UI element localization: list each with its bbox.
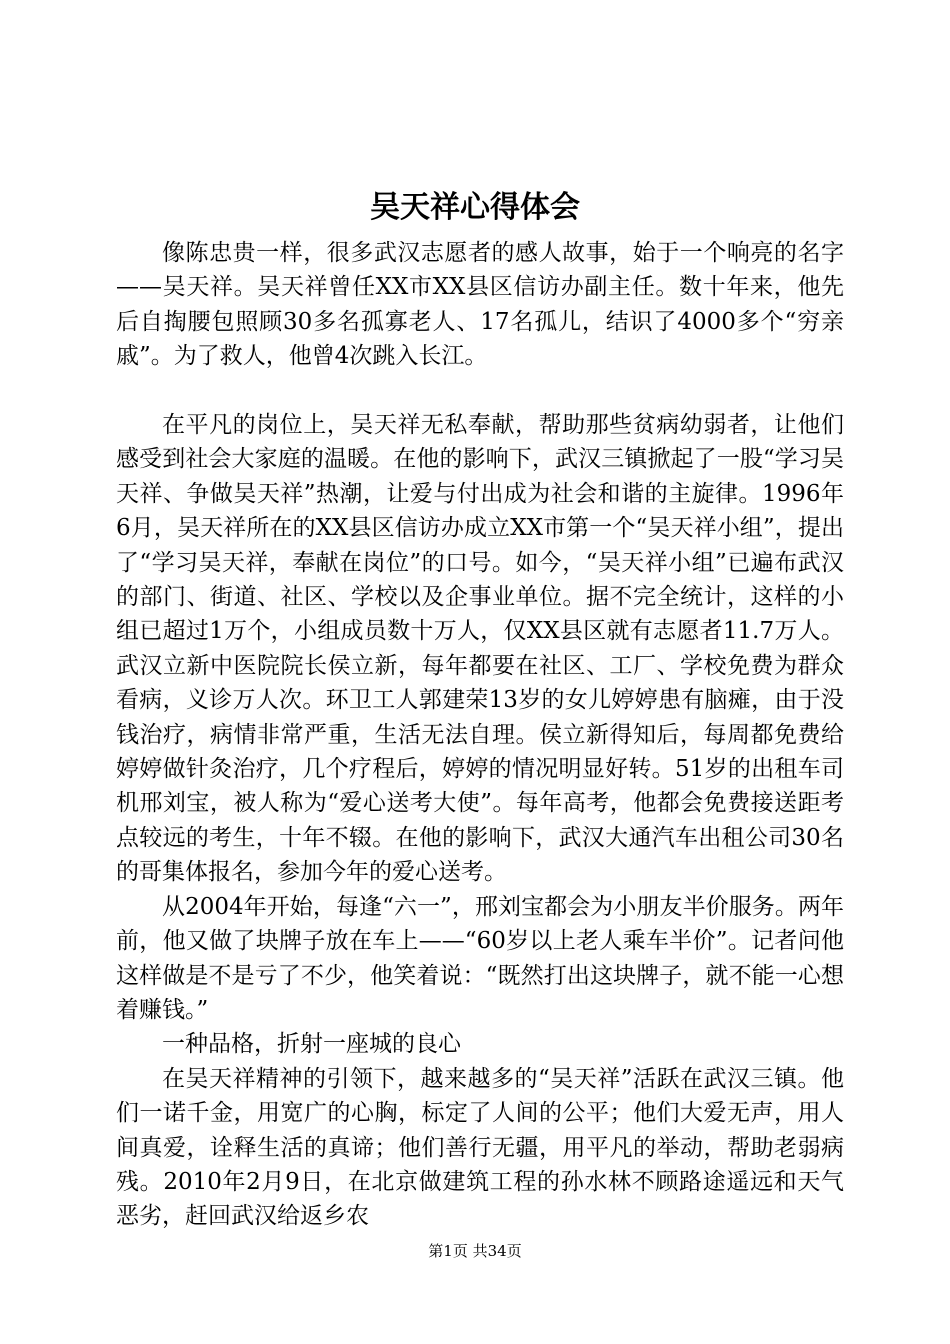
page-number: 第1页 共34页 [428, 1242, 522, 1260]
paragraph: 像陈忠贵一样，很多武汉志愿者的感人故事，始于一个响亮的名字——吴天祥。吴天祥曾任XX市XX县区信访办副主任。数十年来，他先后自掏腰包照顾30多名孤寡老人、17名孤儿，结识了4000多个“穷亲戚”。为了救人，他曾4次跳入长江。 [116, 240, 844, 370]
section-heading: 一种品格，折射一座城的良心 [162, 1031, 461, 1058]
paragraph: 在吴天祥精神的引领下，越来越多的“吴天祥”活跃在武汉三镇。他们一诺千金，用宽广的心胸，标定了人间的公平；他们大爱无声，用人间真爱，诠释生活的真谛；他们善行无疆，用平凡的举动，帮助老弱病残。2010年2月9日，在北京做建筑工程的孙水林不顾路途遥远和天气恶劣，赶回武汉给返乡农 [116, 1065, 844, 1230]
paragraph: 在平凡的岗位上，吴天祥无私奉献，帮助那些贫病幼弱者，让他们感受到社会大家庭的温暖。在他的影响下，武汉三镇掀起了一股“学习吴天祥、争做吴天祥”热潮，让爱与付出成为社会和谐的主旋律。1996年6月，吴天祥所在的XX县区信访办成立XX市第一个“吴天祥小组”，提出了“学习吴天祥，奉献在岗位”的口号。如今，“吴天祥小组”已遍布武汉的部门、街道、社区、学校以及企事业单位。据不完全统计，这样的小组已超过1万个，小组成员数十万人，仅XX县区就有志愿者11.7万人。武汉立新中医院院长侯立新，每年都要在社区、工厂、学校免费为群众看病，义诊万人次。环卫工人郭建荣13岁的女儿婷婷患有脑瘫，由于没钱治疗，病情非常严重，生活无法自理。侯立新得知后，每周都免费给婷婷做针灸治疗，几个疗程后，婷婷的情况明显好转。51岁的出租车司机邢刘宝，被人称为“爱心送考大使”。每年高考，他都会免费接送距考点较远的考生，十年不辍。在他的影响下，武汉大通汽车出租公司30名的哥集体报名，参加今年的爱心送考。 [116, 412, 844, 886]
document-body [116, 236, 844, 1234]
paragraph: 从2004年开始，每逢“六一”，邢刘宝都会为小朋友半价服务。两年前，他又做了块牌子放在车上——“60岁以上老人乘车半价”。记者问他这样做是不是亏了不少，他笑着说：“既然打出这块牌子，就不能一心想着赚钱。” [116, 893, 844, 1023]
document-title: 吴天祥心得体会 [370, 190, 580, 225]
